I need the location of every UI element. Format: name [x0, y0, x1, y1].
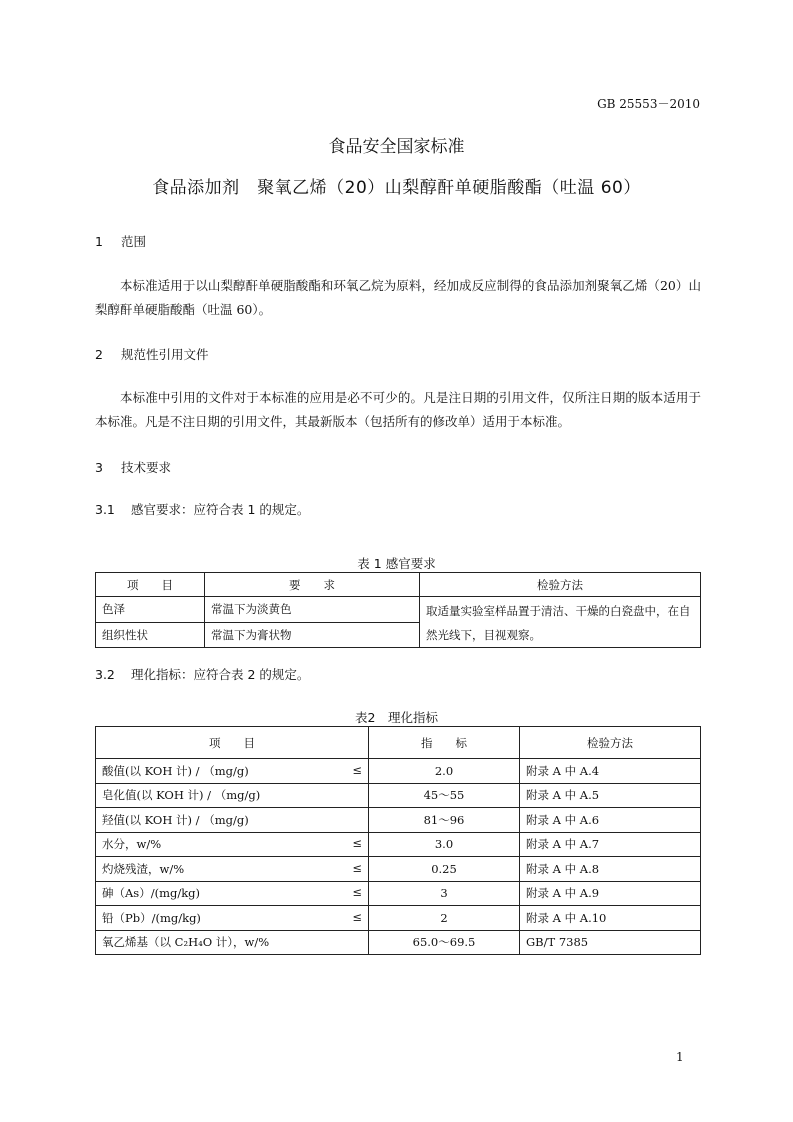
column-header: 指 标	[369, 727, 520, 759]
column-header: 要 求	[205, 573, 420, 597]
section-2-paragraph: 本标准中引用的文件对于本标准的应用是必不可少的。凡是注日期的引用文件，仅所注日期的版本适用于本标准。凡是不注日期的引用文件，其最新版本（包括所有的修改单）适用于本标准。	[95, 390, 701, 429]
table-header-row	[96, 573, 701, 597]
requirement-cell: 常温下为淡黄色	[205, 597, 420, 623]
item-cell	[96, 759, 369, 784]
table-row	[96, 930, 701, 955]
comparison-sign: ≤	[352, 909, 362, 924]
comparison-sign: ≤	[352, 762, 362, 777]
item-label: 水分，w/%	[102, 837, 162, 852]
method-cell: 附录 A 中 A.5	[520, 783, 701, 808]
table-row	[96, 832, 701, 857]
item-label: 酸值(以 KOH 计) / （mg/g)	[102, 763, 249, 778]
table-1-caption: 表 1 感官要求	[357, 556, 436, 571]
section-title: 范围	[121, 234, 147, 249]
document-subtitle: 食品添加剂 聚氧乙烯（20）山梨醇酐单硬脂酸酯（吐温 60）	[152, 178, 641, 198]
table-row	[96, 906, 701, 931]
item-label: 羟值(以 KOH 计) / （mg/g)	[102, 812, 249, 827]
item-cell	[96, 832, 369, 857]
method-cell: 附录 A 中 A.8	[520, 857, 701, 882]
value-cell: 81～96	[369, 808, 520, 833]
item-label: 氧乙烯基（以 C₂H₄O 计），w/%	[102, 935, 270, 950]
item-cell	[96, 881, 369, 906]
table-2-physicochemical	[95, 726, 701, 955]
column-header: 检验方法	[420, 573, 701, 597]
section-number: 3.2	[95, 667, 115, 682]
table-row	[96, 597, 701, 623]
table-row	[96, 808, 701, 833]
section-number: 3	[95, 460, 103, 475]
item-cell	[96, 930, 369, 955]
item-label: 砷（As）/(mg/kg)	[102, 886, 201, 901]
value-cell: 65.0～69.5	[369, 930, 520, 955]
item-cell	[96, 783, 369, 808]
column-header: 检验方法	[520, 727, 701, 759]
item-cell	[96, 906, 369, 931]
value-cell: 3.0	[369, 832, 520, 857]
item-label: 铅（Pb）/(mg/kg)	[102, 910, 201, 925]
item-cell	[96, 857, 369, 882]
section-3-heading	[95, 458, 171, 476]
table-header-row	[96, 727, 701, 759]
section-2-heading	[95, 345, 209, 363]
standard-code: GB 25553－2010	[597, 97, 700, 111]
page-number: 1	[676, 1050, 684, 1064]
item-cell	[96, 808, 369, 833]
section-3-1-heading	[95, 500, 309, 518]
section-1-paragraph: 本标准适用于以山梨醇酐单硬脂酸酯和环氧乙烷为原料，经加成反应制得的食品添加剂聚氧乙烯（20）山梨醇酐单硬脂酸酯（吐温 60）。	[95, 278, 701, 317]
section-title: 规范性引用文件	[121, 347, 209, 362]
column-header: 项 目	[96, 573, 205, 597]
value-cell: 2	[369, 906, 520, 931]
method-cell: GB/T 7385	[520, 930, 701, 955]
table-2-caption: 表2 理化指标	[355, 710, 438, 725]
section-3-2-heading	[95, 665, 309, 683]
item-label: 皂化值(以 KOH 计) / （mg/g)	[102, 788, 261, 803]
column-header: 项 目	[96, 727, 369, 759]
section-number: 1	[95, 234, 103, 249]
method-cell: 附录 A 中 A.9	[520, 881, 701, 906]
section-number: 3.1	[95, 502, 115, 517]
method-cell: 附录 A 中 A.6	[520, 808, 701, 833]
section-number: 2	[95, 347, 103, 362]
item-label: 灼烧残渣，w/%	[102, 861, 185, 876]
section-title: 技术要求	[121, 460, 172, 475]
table-row	[96, 881, 701, 906]
table-row	[96, 759, 701, 784]
table-row	[96, 857, 701, 882]
table-row	[96, 783, 701, 808]
section-title: 理化指标：应符合表 2 的规定。	[131, 667, 310, 682]
section-1-heading	[95, 232, 146, 250]
comparison-sign: ≤	[352, 860, 362, 875]
value-cell: 0.25	[369, 857, 520, 882]
requirement-cell: 常温下为膏状物	[205, 622, 420, 648]
item-cell: 色泽	[96, 597, 205, 623]
method-cell: 附录 A 中 A.10	[520, 906, 701, 931]
comparison-sign: ≤	[352, 885, 362, 900]
section-title: 感官要求：应符合表 1 的规定。	[131, 502, 310, 517]
method-cell: 取适量实验室样品置于清洁、干燥的白瓷盘中，在自然光线下，目视观察。	[420, 597, 701, 648]
method-cell: 附录 A 中 A.7	[520, 832, 701, 857]
method-cell: 附录 A 中 A.4	[520, 759, 701, 784]
table-1-sensory	[95, 572, 701, 648]
value-cell: 45～55	[369, 783, 520, 808]
item-cell: 组织性状	[96, 622, 205, 648]
document-title: 食品安全国家标准	[328, 137, 465, 157]
value-cell: 2.0	[369, 759, 520, 784]
value-cell: 3	[369, 881, 520, 906]
comparison-sign: ≤	[352, 836, 362, 851]
